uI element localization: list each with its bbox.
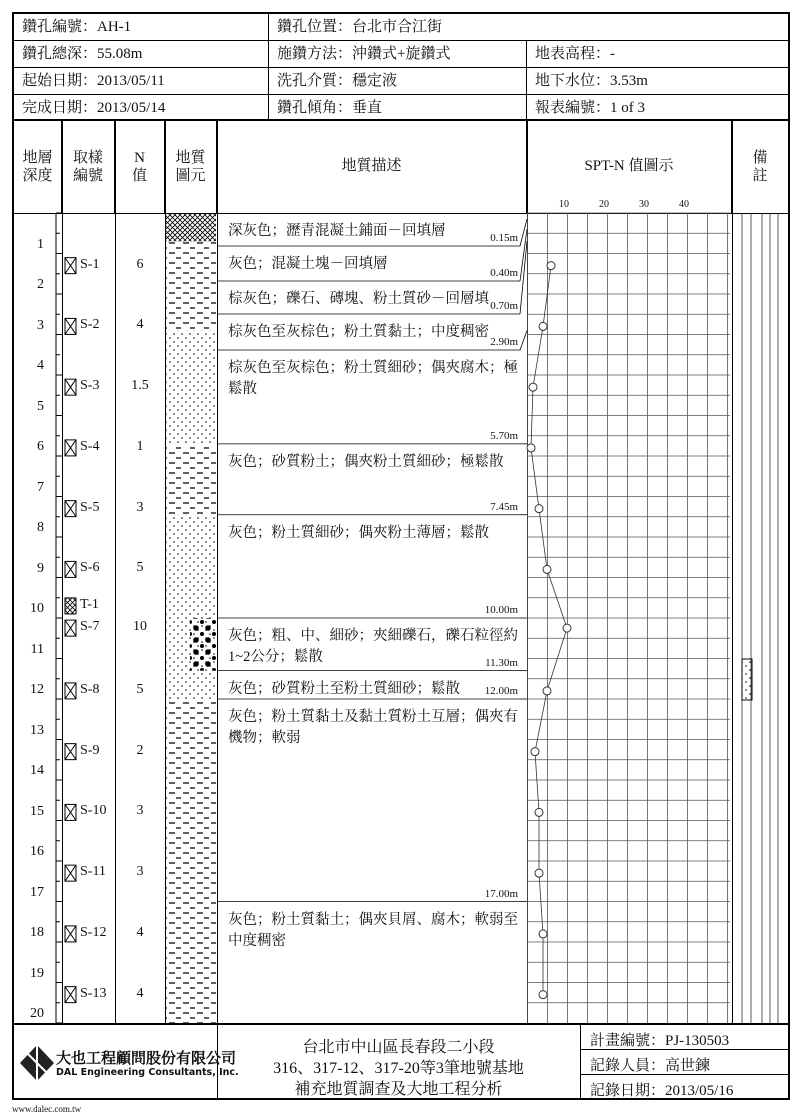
soil-pattern bbox=[166, 444, 216, 515]
depth-label: 19 bbox=[30, 965, 44, 981]
spt-tick-label: 30 bbox=[639, 199, 649, 210]
hole-location: 鑽孔位置：台北市合江街 bbox=[269, 14, 788, 41]
remark-screen-marker bbox=[742, 659, 752, 700]
depth-label: 6 bbox=[37, 439, 44, 454]
recorder: 記錄人員：高世鍊 bbox=[590, 1058, 711, 1074]
split-spoon-sample-icon bbox=[65, 987, 76, 1003]
spt-n-point bbox=[539, 991, 547, 999]
flush-medium: 洗孔介質：穩定液 bbox=[269, 68, 527, 95]
layer-bottom-depth: 2.90m bbox=[490, 336, 518, 348]
layer-bottom-depth: 11.30m bbox=[485, 656, 518, 669]
n-value: 5 bbox=[136, 560, 144, 576]
tube-sample-icon bbox=[65, 598, 76, 614]
start-date: 起始日期：2013/05/11 bbox=[14, 68, 269, 95]
split-spoon-sample-icon bbox=[65, 440, 76, 456]
total-depth: 鑽孔總深：55.08m bbox=[14, 41, 269, 68]
col-remark: 備 註 bbox=[752, 150, 768, 184]
spt-n-point bbox=[535, 808, 543, 816]
sample-id: S-13 bbox=[80, 985, 107, 1001]
layer-description: 灰色；粉土質黏土及黏土質粉土互層；偶夾有機物；軟弱 bbox=[228, 709, 518, 746]
company-name-en: DAL Engineering Consultants, Inc. bbox=[56, 1067, 239, 1078]
layer-bottom-depth: 10.00m bbox=[484, 604, 518, 616]
depth-label: 8 bbox=[37, 520, 44, 535]
layer-bottom-depth: 5.70m bbox=[490, 429, 518, 442]
hole-no: 鑽孔編號：AH-1 bbox=[14, 14, 269, 41]
col-n: N 值 bbox=[115, 121, 165, 213]
layer-description: 灰色；砂質粉土；偶夾粉土質細砂；極鬆散 bbox=[228, 453, 504, 470]
col-sample: 取樣 編號 bbox=[62, 121, 115, 213]
depth-label: 3 bbox=[37, 317, 44, 333]
layer-description: 灰色；粗、中、細砂；夾細礫石，礫石粒徑約1~2公分；鬆散 bbox=[228, 628, 518, 665]
n-value: 5 bbox=[136, 681, 144, 697]
spt-n-point bbox=[531, 748, 539, 756]
depth-label: 1 bbox=[37, 236, 44, 252]
split-spoon-sample-icon bbox=[65, 501, 76, 517]
sample-id: S-12 bbox=[80, 924, 107, 940]
depth-label: 4 bbox=[37, 358, 44, 373]
layer-description: 灰色；粉土質細砂；偶夾粉土薄層；鬆散 bbox=[228, 524, 489, 541]
depth-label: 16 bbox=[30, 844, 44, 859]
depth-label: 18 bbox=[30, 925, 44, 940]
project-title-1: 台北市中山區長春段二小段 bbox=[302, 1039, 495, 1056]
sample-id: S-2 bbox=[80, 317, 100, 333]
col-description: 地質描述 bbox=[217, 121, 527, 213]
split-spoon-sample-icon bbox=[65, 926, 76, 942]
depth-label: 12 bbox=[30, 682, 44, 697]
n-value: 2 bbox=[136, 742, 144, 758]
sample-id: S-5 bbox=[80, 499, 100, 515]
n-value: 1.5 bbox=[131, 378, 149, 394]
spt-tick-label: 10 bbox=[559, 199, 569, 210]
depth-label: 7 bbox=[37, 479, 44, 495]
split-spoon-sample-icon bbox=[65, 865, 76, 881]
sample-id: S-11 bbox=[80, 864, 106, 880]
spt-n-point bbox=[539, 930, 547, 938]
n-value: 6 bbox=[136, 256, 144, 272]
depth-label: 10 bbox=[30, 601, 44, 616]
sample-id: S-3 bbox=[80, 378, 100, 394]
depth-label: 14 bbox=[30, 763, 44, 778]
spt-n-point bbox=[543, 565, 551, 573]
sample-id: S-1 bbox=[80, 256, 100, 272]
spt-n-point bbox=[547, 262, 555, 270]
depth-label: 9 bbox=[37, 560, 44, 576]
company-logo-icon bbox=[20, 1045, 54, 1081]
sample-id: S-8 bbox=[80, 681, 100, 697]
layer-bottom-depth: 17.00m bbox=[484, 887, 518, 900]
split-spoon-sample-icon bbox=[65, 804, 76, 820]
layer-bottom-depth: 0.70m bbox=[490, 300, 518, 312]
depth-label: 15 bbox=[30, 803, 44, 819]
n-value: 1 bbox=[136, 438, 144, 454]
website: www.dalec.com.tw bbox=[12, 1104, 82, 1114]
layer-description: 棕灰色；礫石、磚塊、粉土質砂－回層填 bbox=[228, 291, 489, 307]
spt-n-point bbox=[563, 624, 571, 632]
report-no: 報表編號：1 of 3 bbox=[527, 95, 788, 121]
depth-label: 20 bbox=[30, 1006, 44, 1021]
elevation: 地表高程：- bbox=[527, 41, 788, 68]
layer-description: 棕灰色至灰棕色；粉土質黏土；中度稠密 bbox=[228, 324, 489, 340]
layer-bottom-depth: 0.15m bbox=[490, 232, 518, 244]
company-name-cn: 大也工程顧問股份有限公司 bbox=[56, 1049, 237, 1067]
layer-bottom-depth: 7.45m bbox=[490, 500, 518, 513]
record-date: 記錄日期：2013/05/16 bbox=[590, 1083, 734, 1099]
col-pattern: 地質 圖元 bbox=[165, 121, 217, 213]
split-spoon-sample-icon bbox=[65, 683, 76, 699]
sample-id: S-7 bbox=[80, 619, 100, 635]
soil-pattern bbox=[166, 241, 216, 330]
inclination: 鑽孔傾角：垂直 bbox=[269, 95, 527, 121]
end-date: 完成日期：2013/05/14 bbox=[14, 95, 269, 121]
n-value: 4 bbox=[136, 985, 144, 1001]
spt-n-point bbox=[527, 444, 535, 452]
water-level: 地下水位：3.53m bbox=[527, 68, 788, 95]
sample-id: S-4 bbox=[80, 438, 100, 454]
spt-n-point bbox=[539, 322, 547, 330]
soil-pattern bbox=[166, 213, 216, 241]
project-title-3: 補充地質調查及大地工程分析 bbox=[294, 1081, 503, 1098]
project-title-2: 316、317-12、317-20等3筆地號基地 bbox=[273, 1060, 524, 1077]
n-value: 10 bbox=[133, 619, 147, 635]
layer-bottom-depth: 0.40m bbox=[490, 267, 518, 279]
gravel-pattern bbox=[190, 618, 216, 671]
depth-label: 2 bbox=[37, 277, 44, 292]
spt-tick-label: 40 bbox=[679, 199, 689, 210]
sample-id: S-9 bbox=[80, 742, 100, 758]
spt-n-point bbox=[535, 505, 543, 513]
tube-sample-id: T-1 bbox=[80, 596, 99, 612]
split-spoon-sample-icon bbox=[65, 379, 76, 395]
layer-description: 深灰色；瀝青混凝土鋪面－回填層 bbox=[228, 223, 446, 239]
depth-label: 5 bbox=[37, 398, 44, 414]
split-spoon-sample-icon bbox=[65, 620, 76, 636]
layer-description: 灰色；砂質粉土至粉土質細砂；鬆散 bbox=[228, 680, 460, 697]
spt-n-point bbox=[535, 869, 543, 877]
depth-label: 11 bbox=[30, 641, 44, 657]
soil-pattern bbox=[166, 671, 216, 699]
n-value: 4 bbox=[136, 317, 144, 333]
spt-tick-label: 20 bbox=[599, 199, 609, 210]
split-spoon-sample-icon bbox=[65, 561, 76, 577]
col-depth: 地層 深度 bbox=[14, 121, 62, 213]
split-spoon-sample-icon bbox=[65, 318, 76, 334]
sample-id: S-10 bbox=[80, 803, 107, 819]
project-no: 計畫編號：PJ-130503 bbox=[590, 1033, 730, 1049]
n-value: 3 bbox=[136, 499, 144, 515]
spt-n-point bbox=[543, 687, 551, 695]
drill-method: 施鑽方法：沖鑽式+旋鑽式 bbox=[269, 41, 527, 68]
soil-pattern bbox=[166, 515, 216, 618]
layer-bottom-depth: 12.00m bbox=[484, 685, 518, 697]
layer-description: 棕灰色至灰棕色；粉土質細砂；偶夾腐木；極鬆散 bbox=[228, 360, 518, 397]
n-value: 3 bbox=[136, 864, 144, 880]
sample-id: S-6 bbox=[80, 560, 100, 576]
layer-description: 灰色；粉土質黏土；偶夾貝屑、腐木；軟弱至中度稠密 bbox=[228, 911, 518, 949]
soil-pattern bbox=[166, 699, 216, 1023]
layer-description: 灰色；混凝土塊－回填層 bbox=[228, 256, 388, 272]
depth-label: 13 bbox=[30, 722, 44, 738]
split-spoon-sample-icon bbox=[65, 258, 76, 274]
depth-label: 17 bbox=[30, 884, 44, 900]
split-spoon-sample-icon bbox=[65, 744, 76, 760]
spt-n-point bbox=[529, 383, 537, 391]
soil-pattern bbox=[166, 330, 216, 443]
n-value: 4 bbox=[136, 924, 144, 940]
n-value: 3 bbox=[136, 803, 144, 819]
col-spt: SPT-N 值圖示 bbox=[527, 121, 732, 213]
